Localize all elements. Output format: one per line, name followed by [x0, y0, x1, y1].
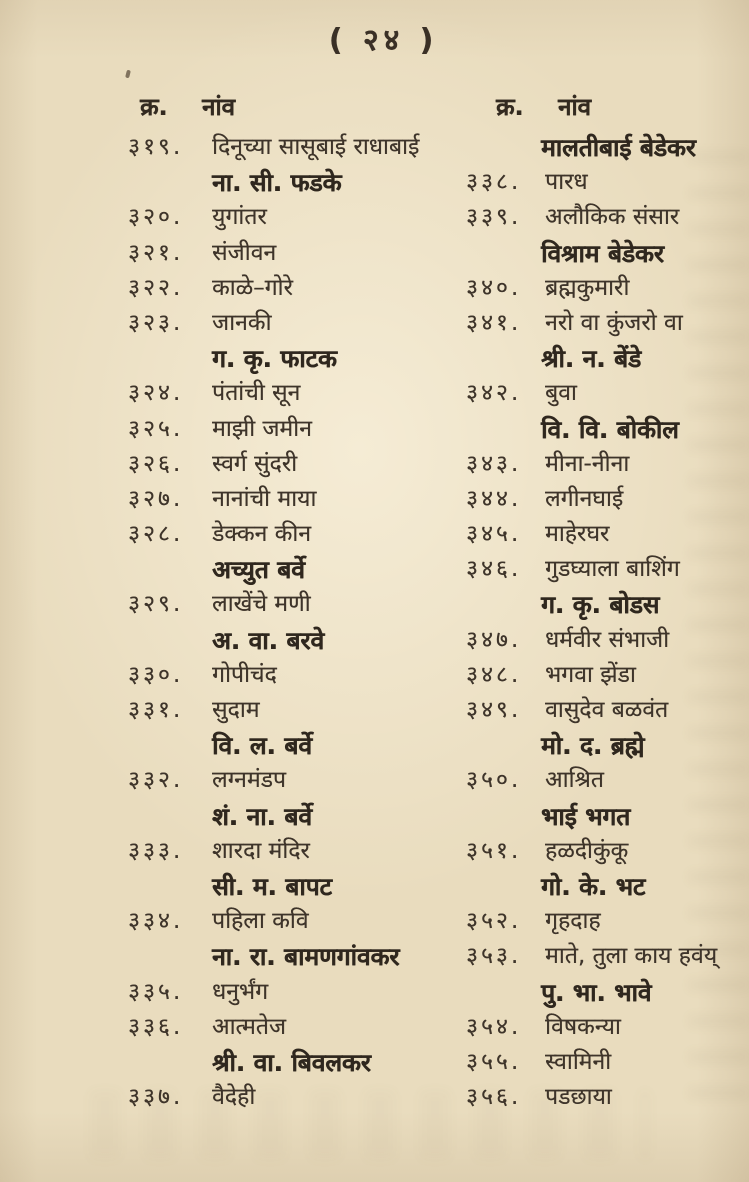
author-name: अच्युत बर्वे — [212, 555, 305, 585]
title-entry-row — [466, 517, 749, 552]
entry-title: ब्रह्मकुमारी — [545, 274, 630, 301]
author-name: ना. सी. फडके — [212, 168, 342, 198]
author-name: वि. वि. बोकील — [541, 414, 679, 444]
entry-title: गृहदाह — [545, 908, 601, 935]
entry-number: ३३९. — [466, 204, 522, 231]
author-name: ग. कृ. बोडस — [541, 590, 660, 620]
title-entry-row — [128, 763, 468, 798]
author-heading-row — [128, 799, 468, 834]
entry-number: ३४३. — [466, 450, 522, 477]
entry-title: युगांतर — [212, 204, 267, 231]
entry-title: धर्मवीर संभाजी — [545, 626, 670, 653]
author-heading-row — [466, 587, 749, 622]
entry-title: माते, तुला काय हवंय् — [545, 943, 718, 970]
title-entry-row — [466, 939, 749, 974]
author-heading-row — [128, 939, 468, 974]
title-list-column-left — [128, 90, 468, 1115]
entry-title: गोपीचंद — [212, 661, 277, 688]
title-entry-row — [466, 200, 749, 235]
entry-title: भगवा झेंडा — [545, 661, 636, 688]
entry-number: ३५०. — [466, 767, 522, 794]
entry-title: पंतांची सून — [212, 380, 301, 407]
entry-number: ३२३. — [128, 309, 184, 336]
title-entry-row — [128, 376, 468, 411]
author-heading-row — [466, 236, 749, 271]
entry-title: आत्मतेज — [212, 1013, 286, 1040]
entry-number: ३५३. — [466, 943, 522, 970]
column-header — [128, 90, 468, 130]
entry-number: ३४२. — [466, 380, 522, 407]
entry-title: दिनूच्या सासूबाई राधाबाई — [212, 134, 420, 160]
entry-number: ३३५. — [128, 978, 184, 1005]
title-entry-row — [128, 975, 468, 1010]
entry-title: धनुर्भंग — [212, 978, 269, 1005]
entry-number: ३४७. — [466, 626, 522, 653]
entry-title: काळे–गोरे — [212, 274, 293, 301]
entry-title: माझी जमीन — [212, 415, 312, 442]
entry-title: नानांची माया — [212, 485, 317, 512]
author-name: श्री. न. बेंडे — [541, 344, 642, 374]
title-entry-row — [128, 236, 468, 271]
author-heading-row — [466, 869, 749, 904]
title-entry-row — [466, 834, 749, 869]
title-list-column-right — [466, 90, 749, 1115]
entry-number: ३४४. — [466, 485, 522, 512]
title-entry-row — [128, 834, 468, 869]
entry-title: शारदा मंदिर — [212, 837, 310, 864]
entry-number: ३२७. — [128, 485, 184, 512]
column-header-no: क्र. — [496, 93, 524, 121]
title-entry-row — [128, 306, 468, 341]
column-header-name: नांव — [202, 93, 235, 121]
author-name: अ. वा. बरवे — [212, 625, 324, 655]
title-entry-row — [466, 271, 749, 306]
author-heading-row — [466, 130, 749, 165]
entry-number: ३४९. — [466, 697, 522, 723]
entry-number: ३३०. — [128, 661, 184, 688]
entry-title: लग्नमंडप — [212, 767, 286, 794]
author-name: सी. म. बापट — [212, 871, 332, 901]
entry-title: पारध — [545, 169, 588, 196]
author-heading-row — [466, 799, 749, 834]
column-header-name: नांव — [558, 93, 591, 121]
author-name: ना. रा. बामणगांवकर — [212, 942, 400, 972]
title-entry-row — [128, 904, 468, 939]
entry-number: ३५४. — [466, 1013, 522, 1040]
author-name: पु. भा. भावे — [541, 977, 652, 1007]
title-entry-row — [128, 130, 468, 165]
title-entry-row — [466, 904, 749, 939]
title-entry-row — [466, 1010, 749, 1045]
entry-title: अलौकिक संसार — [545, 204, 680, 231]
entry-number: ३४५. — [466, 521, 522, 548]
entry-title: जानकी — [212, 309, 272, 336]
entry-title: लगीनघाई — [545, 485, 624, 512]
author-heading-row — [128, 623, 468, 658]
title-entry-row — [466, 763, 749, 798]
entry-number: ३३४. — [128, 908, 184, 935]
entry-number: ३५५. — [466, 1048, 522, 1075]
title-entry-row — [466, 306, 749, 341]
title-entry-row — [128, 271, 468, 306]
title-entry-row — [466, 1045, 749, 1080]
author-heading-row — [128, 869, 468, 904]
entry-number: ३३२. — [128, 767, 184, 794]
entry-title: स्वर्ग सुंदरी — [212, 450, 298, 477]
entry-number: ३४१. — [466, 309, 522, 336]
entry-number: ३५१. — [466, 837, 522, 864]
entry-number: ३५२. — [466, 908, 522, 935]
title-entry-row — [466, 447, 749, 482]
entry-title: पडछाया — [545, 1084, 612, 1111]
author-name: वि. ल. बर्वे — [212, 731, 312, 761]
entry-title: विषकन्या — [545, 1013, 621, 1040]
author-heading-row — [128, 552, 468, 587]
entry-number: ३२१. — [128, 239, 184, 266]
entry-number: ३२६. — [128, 450, 184, 477]
author-heading-row — [128, 165, 468, 200]
author-heading-row — [466, 728, 749, 763]
title-entry-row — [128, 412, 468, 447]
title-entry-row — [128, 200, 468, 235]
author-name: शं. ना. बर्वे — [212, 801, 312, 831]
author-heading-row — [128, 1045, 468, 1080]
entry-number: ३३१. — [128, 697, 184, 723]
title-entry-row — [466, 693, 749, 728]
entry-number: ३४०. — [466, 274, 522, 301]
title-entry-row — [128, 447, 468, 482]
author-heading-row — [466, 412, 749, 447]
title-entry-row — [128, 1080, 468, 1115]
author-heading-row — [128, 728, 468, 763]
entry-number: ३३६. — [128, 1013, 184, 1040]
author-name: विश्राम बेडेकर — [541, 238, 664, 268]
entry-title: लाखेंचे मणी — [212, 591, 311, 618]
entry-number: ३५६. — [466, 1084, 522, 1111]
title-entry-row — [128, 693, 468, 728]
entry-number: ३२४. — [128, 380, 184, 407]
entry-number: ३२८. — [128, 521, 184, 548]
title-entry-row — [466, 658, 749, 693]
title-entry-row — [128, 517, 468, 552]
title-entry-row — [466, 552, 749, 587]
title-entry-row — [466, 623, 749, 658]
title-entry-row — [466, 165, 749, 200]
title-entry-row — [466, 482, 749, 517]
entry-number: ३४८. — [466, 661, 522, 688]
entry-title: वैदेही — [212, 1084, 256, 1111]
entry-number: ३३७. — [128, 1084, 184, 1111]
entry-title: बुवा — [545, 380, 577, 407]
entry-title: गुडघ्याला बाशिंग — [545, 556, 680, 583]
entry-title: माहेरघर — [545, 521, 610, 548]
entry-number: ३२९. — [128, 591, 184, 618]
entry-number: ३१९. — [128, 134, 184, 160]
author-name: मो. द. ब्रह्मे — [541, 731, 645, 761]
entry-title: हळदीकुंकू — [545, 837, 629, 864]
title-entry-row — [128, 482, 468, 517]
entry-title: संजीवन — [212, 239, 277, 266]
entry-number: ३३३. — [128, 837, 184, 864]
column-header-no: क्र. — [140, 93, 168, 121]
page-number: ( २४ ) — [328, 23, 439, 58]
entry-title: नरो वा कुंजरो वा — [545, 309, 683, 336]
title-entry-row — [128, 658, 468, 693]
title-entry-row — [128, 1010, 468, 1045]
entry-title: मीना-नीना — [545, 450, 630, 477]
entry-number: ३४६. — [466, 556, 522, 583]
title-entry-row — [466, 1080, 749, 1115]
author-heading-row — [128, 341, 468, 376]
author-name: श्री. वा. बिवलकर — [212, 1047, 371, 1077]
author-name: मालतीबाई बेडेकर — [541, 133, 696, 162]
title-entry-row — [128, 587, 468, 622]
author-heading-row — [466, 975, 749, 1010]
entry-title: पहिला कवि — [212, 908, 309, 935]
entry-title: आश्रित — [545, 767, 604, 794]
entry-number: ३२५. — [128, 415, 184, 442]
entry-number: ३३८. — [466, 169, 522, 196]
ink-speck — [125, 70, 131, 79]
entry-title: स्वामिनी — [545, 1048, 612, 1075]
entry-number: ३२२. — [128, 274, 184, 301]
author-heading-row — [466, 341, 749, 376]
author-name: भाई भगत — [541, 801, 631, 831]
entry-title: सुदाम — [212, 697, 260, 723]
author-name: गो. के. भट — [541, 871, 646, 901]
title-entry-row — [466, 376, 749, 411]
column-header — [466, 90, 749, 130]
author-name: ग. कृ. फाटक — [212, 344, 337, 374]
entry-number: ३२०. — [128, 204, 184, 231]
entry-title: वासुदेव बळवंत — [545, 697, 669, 723]
entry-title: डेक्कन कीन — [212, 521, 311, 548]
